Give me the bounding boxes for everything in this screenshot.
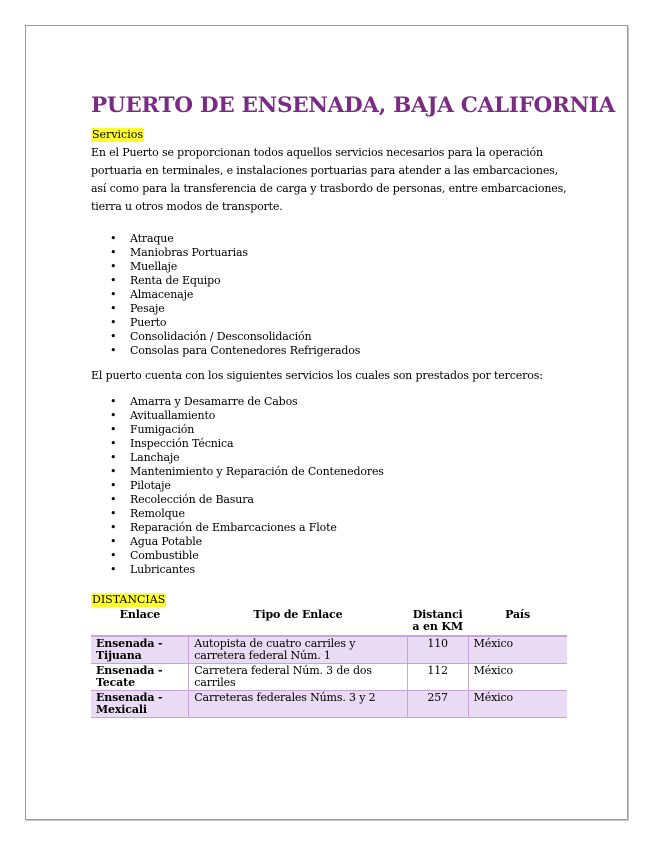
cell-pais: México (468, 664, 567, 691)
bullet-icon: • (110, 302, 117, 315)
list-item-label: Puerto (130, 316, 167, 329)
bullet-icon: • (110, 232, 117, 245)
cell-pais: México (468, 691, 567, 718)
list-item (91, 507, 569, 521)
list-item (91, 260, 569, 274)
document-page (25, 25, 628, 820)
bullet-icon: • (110, 479, 117, 492)
bullet-icon: • (110, 409, 117, 422)
list-item (91, 288, 569, 302)
cell-tipo: Autopista de cuatro carriles y carretera federal Núm. 1 (189, 636, 407, 664)
list-item-label: Amarra y Desamarre de Cabos (130, 395, 298, 408)
bullet-icon: • (110, 535, 117, 548)
list-item (91, 232, 569, 246)
cell-km: 112 (407, 664, 468, 691)
list-item-label: Pilotaje (130, 479, 171, 492)
cell-enlace: Ensenada - Tecate (96, 664, 163, 689)
bullet-icon: • (110, 521, 117, 534)
list-item-label: Recolección de Basura (130, 493, 254, 506)
bullet-icon: • (110, 423, 117, 436)
bullet-icon: • (110, 344, 117, 357)
list-item (91, 465, 569, 479)
third-party-services-list (91, 395, 569, 577)
list-item (91, 549, 569, 563)
list-item-label: Consolidación / Desconsolidación (130, 330, 312, 343)
table-row (91, 664, 567, 691)
list-item (91, 437, 569, 451)
list-item (91, 535, 569, 549)
list-item (91, 423, 569, 437)
list-item-label: Lubricantes (130, 563, 195, 576)
bullet-icon: • (110, 316, 117, 329)
list-item (91, 246, 569, 260)
header-enlace: Enlace (119, 608, 161, 621)
list-item (91, 563, 569, 577)
cell-km: 257 (407, 691, 468, 718)
cell-tipo: Carretera federal Núm. 3 de dos carriles (189, 664, 407, 691)
cell-enlace: Ensenada - Mexicali (91, 691, 189, 718)
bullet-icon: • (110, 549, 117, 562)
list-item-label: Agua Potable (130, 535, 202, 548)
list-item (91, 330, 569, 344)
cell-pais: México (468, 636, 567, 664)
cell-km: 110 (407, 636, 468, 664)
header-tipo-de-enlace: Tipo de Enlace (253, 608, 343, 621)
bullet-icon: • (110, 288, 117, 301)
services-list (91, 232, 569, 358)
cell-tipo: Carreteras federales Núms. 3 y 2 (189, 691, 407, 718)
list-item-label: Avituallamiento (130, 409, 216, 422)
list-item (91, 395, 569, 409)
header-distancia-en-km: Distancia en KM (412, 608, 463, 633)
cell-enlace: Ensenada - Tijuana (91, 636, 189, 664)
list-item (91, 479, 569, 493)
bullet-icon: • (110, 395, 117, 408)
bullet-icon: • (110, 451, 117, 464)
document-title: PUERTO DE ENSENADA, BAJA CALIFORNIA (91, 93, 616, 118)
list-item-label: Pesaje (130, 302, 165, 315)
table-header-row (91, 608, 567, 636)
bullet-icon: • (110, 246, 117, 259)
list-item-label: Inspección Técnica (130, 437, 234, 450)
list-item-label: Mantenimiento y Reparación de Contenedores (130, 465, 384, 478)
intro-paragraph: En el Puerto se proporcionan todos aquellos servicios necesarios para la operación portuaria en terminales, e instalaciones portuarias para atender a las embarcaciones, así como para la transferencia de carga y trasbordo de personas, entre embarcaciones, tierra u otros modos de transporte. (91, 146, 567, 213)
bullet-icon: • (110, 274, 117, 287)
list-item-label: Fumigación (130, 423, 195, 436)
list-item (91, 316, 569, 330)
list-item-label: Remolque (130, 507, 185, 520)
table-row (91, 636, 567, 664)
bullet-icon: • (110, 507, 117, 520)
servicios-heading-row (91, 123, 569, 141)
bullet-icon: • (110, 563, 117, 576)
bullet-icon: • (110, 437, 117, 450)
list-item (91, 274, 569, 288)
distancias-heading-row (91, 588, 569, 606)
header-pais: País (505, 608, 531, 621)
servicios-heading: Servicios (92, 128, 143, 141)
third-party-paragraph: El puerto cuenta con los siguientes servicios los cuales son prestados por terceros: (91, 369, 543, 382)
list-item-label: Lanchaje (130, 451, 180, 464)
list-item-label: Combustible (130, 549, 199, 562)
list-item (91, 344, 569, 358)
bullet-icon: • (110, 465, 117, 478)
list-item (91, 409, 569, 423)
list-item-label: Consolas para Contenedores Refrigerados (130, 344, 361, 357)
distances-table (91, 608, 567, 718)
bullet-icon: • (110, 330, 117, 343)
document-content (91, 92, 616, 718)
list-item (91, 451, 569, 465)
list-item (91, 493, 569, 507)
list-item-label: Renta de Equipo (130, 274, 221, 287)
distancias-heading: DISTANCIAS (92, 593, 166, 606)
list-item (91, 302, 569, 316)
bullet-icon: • (110, 493, 117, 506)
table-row (91, 691, 567, 718)
list-item-label: Almacenaje (130, 288, 194, 301)
bullet-icon: • (110, 260, 117, 273)
list-item-label: Reparación de Embarcaciones a Flote (130, 521, 337, 534)
list-item-label: Atraque (130, 232, 174, 245)
list-item (91, 521, 569, 535)
list-item-label: Muellaje (130, 260, 178, 273)
list-item-label: Maniobras Portuarias (130, 246, 248, 259)
